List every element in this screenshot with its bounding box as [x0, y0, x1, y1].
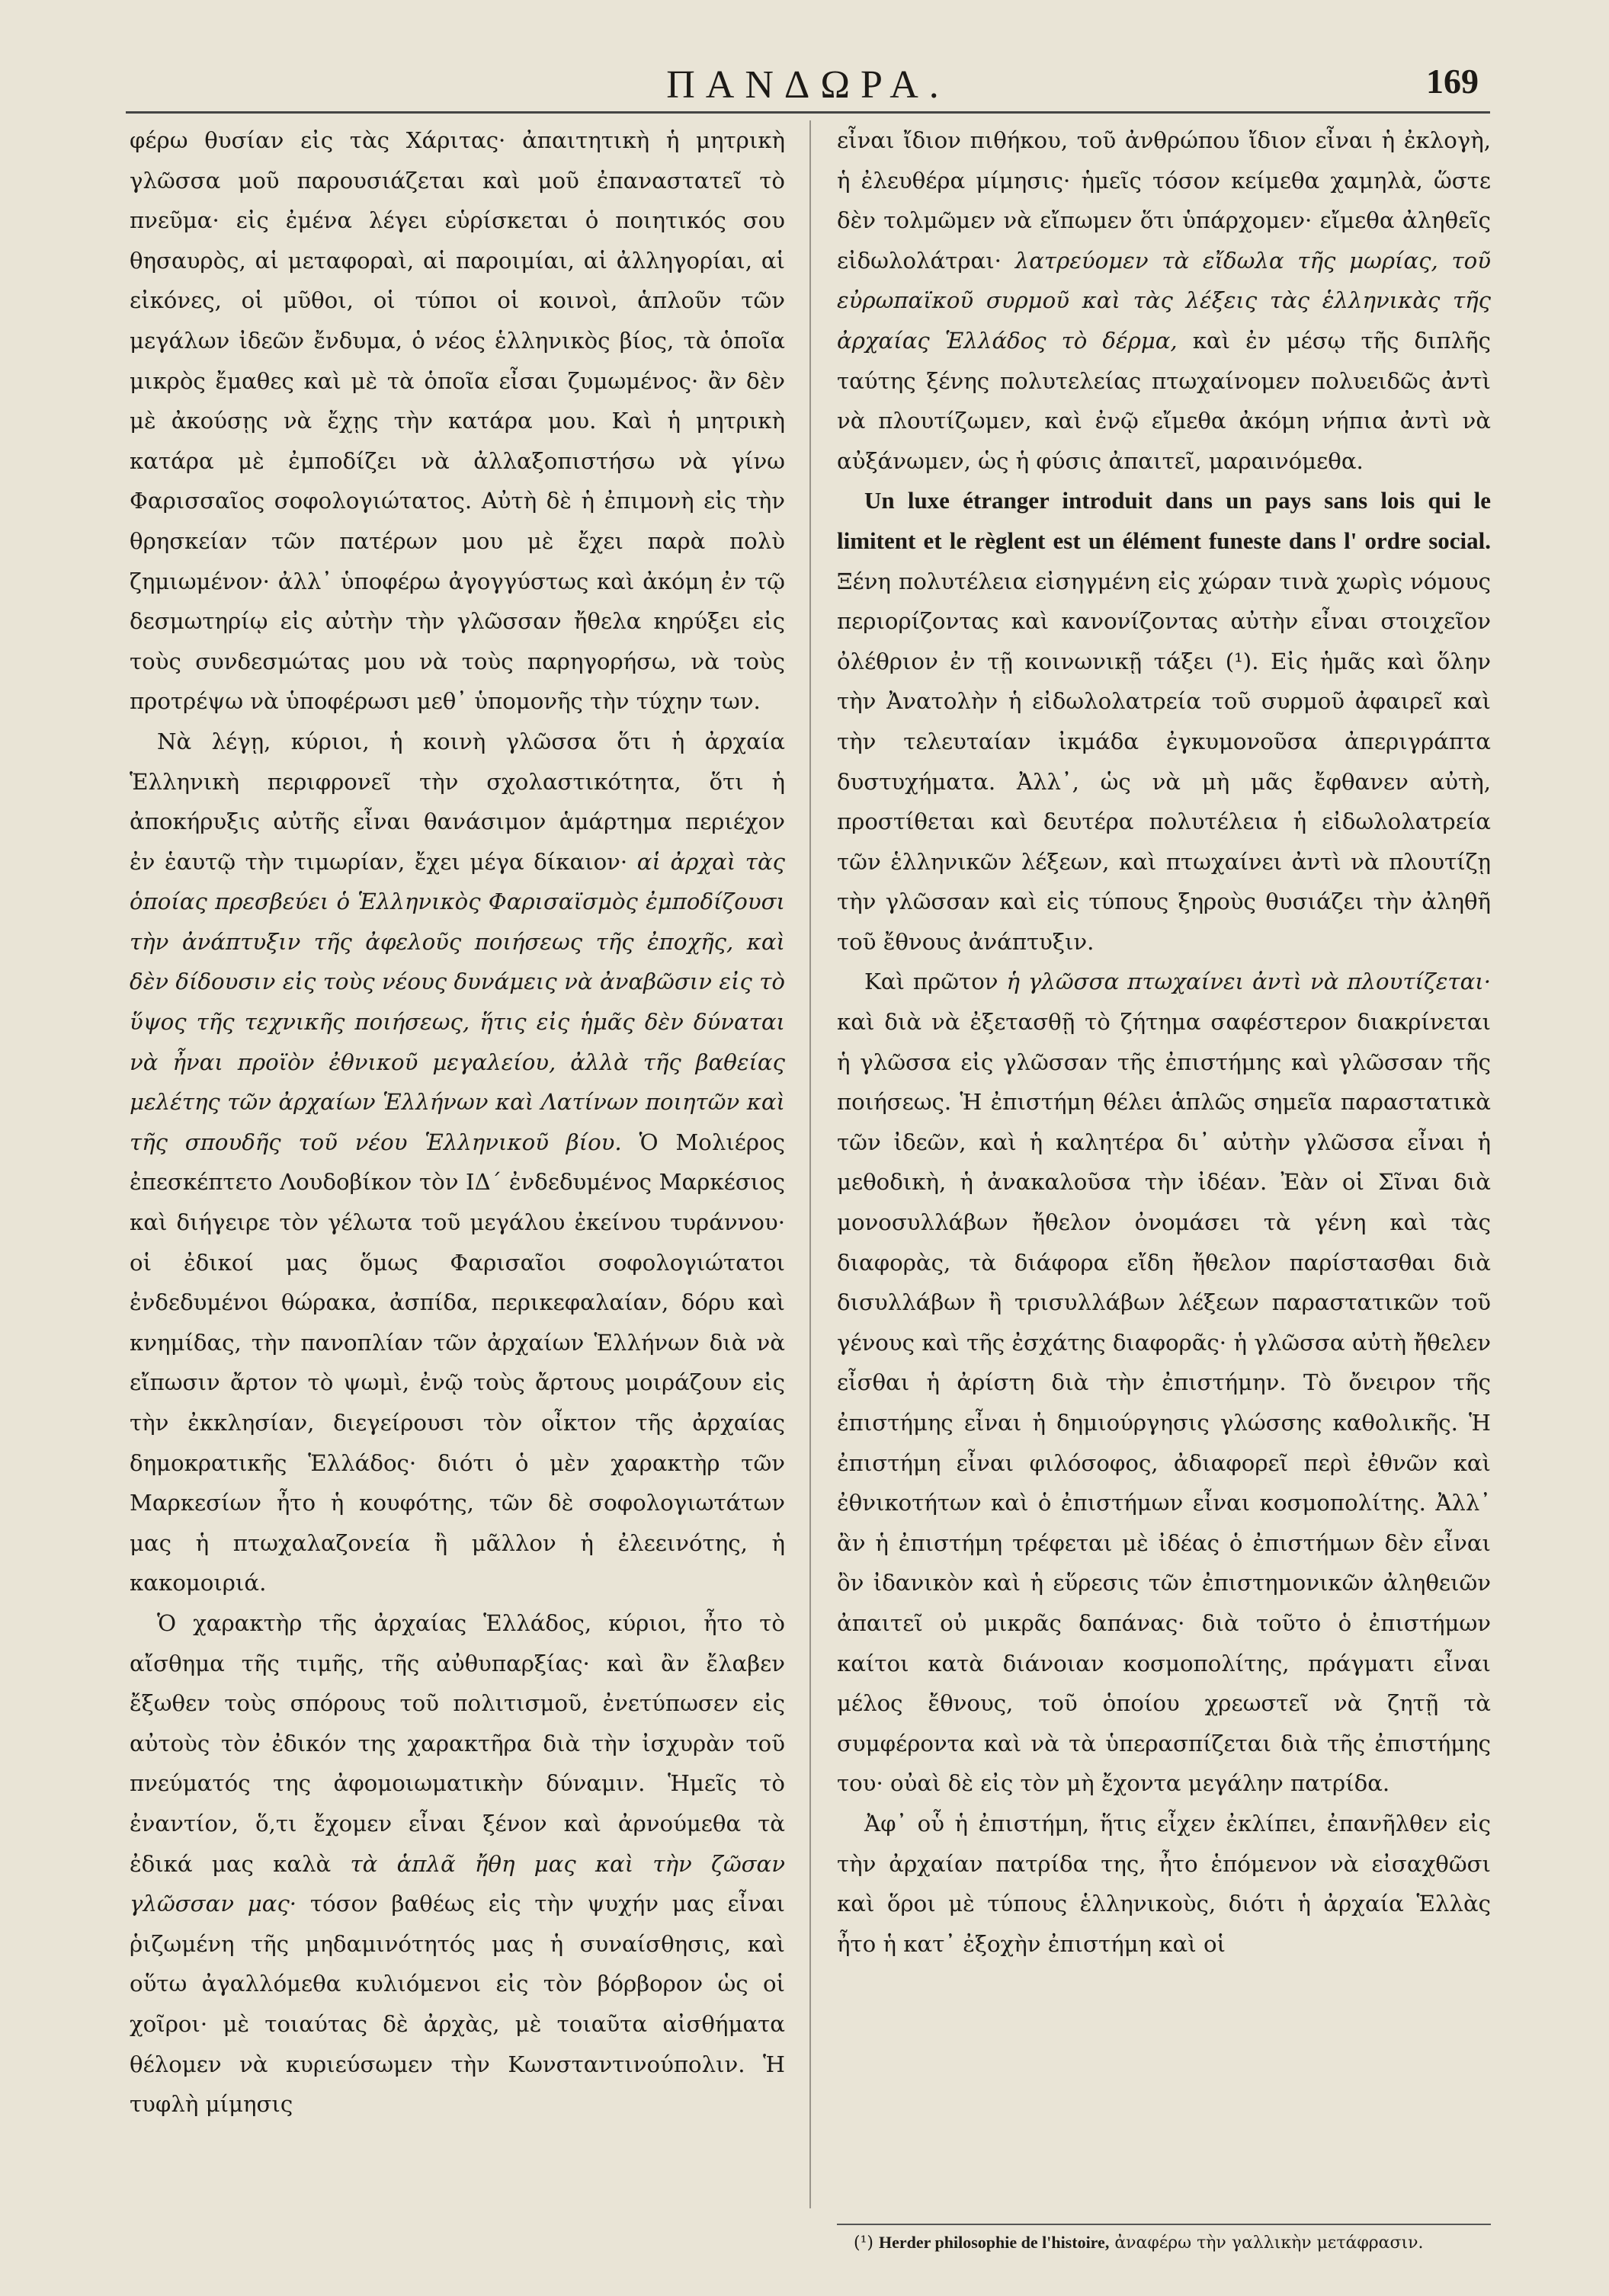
page-title: ΠΑΝΔΩΡΑ.	[666, 63, 950, 107]
paragraph-right-1	[837, 120, 1491, 481]
paragraph-right-4: Ἀφ᾽ οὗ ἡ ἐπιστήμη, ἥτις εἶχεν ἐκλίπει, ἐπανῆλθεν εἰς τὴν ἀρχαίαν πατρίδα της, ἦτο ἑπόμενον νὰ εἰσαχθῶσι καὶ ὅροι μὲ τύπους ἑλληνικοὺς, διότι ἡ ἀρχαία Ἑλλὰς ἦτο ἡ κατ᾽ ἐξοχὴν ἐπιστήμη καὶ οἱ	[837, 1810, 1491, 1957]
paragraph-right-3-c: καὶ διὰ νὰ ἐξετασθῇ τὸ ζήτημα σαφέστερον διακρίνεται ἡ γλῶσσα εἰς γλῶσσαν τῆς ἐπιστήμης καὶ γλῶσσαν τῆς ποιήσεως. Ἡ ἐπιστήμη θέλει ἁπλῶς σημεῖα παραστατικὰ τῶν ἰδεῶν, καὶ ἡ καλητέρα δι᾽ αὐτὴν γλῶσσα εἶναι ἡ μεθοδικὴ, ἡ ἀνακαλοῦσα τὴν ἰδέαν. Ἐὰν οἱ Σῖναι διὰ μονοσυλλάβων ἤθελον ὀνομάσει τὰ γένη καὶ τὰς διαφορὰς, τὰ διάφορα εἴδη ἤθελον παρίστασθαι διὰ δισυλλάβων ἢ τρισυλλάβων λέξεων παραστατικῶν τοῦ γένους καὶ τῆς ἐσχάτης διαφορᾶς· ἡ γλῶσσα αὐτὴ ἤθελεν εἶσθαι ἡ ἀρίστη διὰ τὴν ἐπιστήμην. Τὸ ὄνειρον τῆς ἐπιστήμης εἶναι ἡ δημιούργησις γλώσσης καθολικῆς. Ἡ ἐπιστήμη εἶναι φιλόσοφος, ἀδιαφορεῖ περὶ ἐθνῶν καὶ ἐθνικοτήτων καὶ ὁ ἐπιστήμων εἶναι κοσμοπολίτης. Ἀλλ᾽ ἂν ἡ ἐπιστήμη τρέφεται μὲ ἰδέας ὁ ἐπιστήμων δὲν εἶναι ὂν ἰδανικὸν καὶ ἡ εὕρεσις τῶν ἐπιστημονικῶν ἀληθειῶν ἀπαιτεῖ οὐ μικρᾶς δαπάνας· διὰ τοῦτο ὁ ἐπιστήμων καίτοι κατὰ διάνοιαν κοσμοπολίτης, πράγματι εἶναι μέλος ἔθνους, τοῦ ὁποίου χρεωστεῖ νὰ ζητῇ τὰ συμφέροντα καὶ νὰ τὰ ὑπερασπίζεται διὰ τῆς ἐπιστήμης του· οὐαὶ δὲ εἰς τὸν μὴ ἔχοντα μεγάλην πατρίδα.	[837, 1009, 1491, 1797]
paragraph-left-2	[130, 722, 785, 1603]
footnote-citation: Herder philosophie de l'histoire,	[879, 2233, 1110, 2252]
paragraph-left-2-italic: αἱ ἀρχαὶ τὰς ὁποίας πρεσβεύει ὁ Ἑλληνικὸς Φαρισαϊσμὸς ἐμποδίζουσι τὴν ἀνάπτυξιν τῆς ἀφελοῦς ποιήσεως τῆς ἐποχῆς, καὶ δὲν δίδουσιν εἰς τοὺς νέους δυνάμεις νὰ ἀναβῶσιν εἰς τὸ ὕψος τῆς τεχνικῆς ποιήσεως, ἥτις εἰς ἡμᾶς δὲν δύναται νὰ ἦναι προϊὸν ἐθνικοῦ μεγαλείου, ἀλλὰ τῆς βαθείας μελέτης τῶν ἀρχαίων Ἑλλήνων καὶ Λατίνων ποιητῶν καὶ τῆς σπουδῆς τοῦ νέου Ἑλληνικοῦ βίου.	[130, 848, 786, 1155]
column-divider	[809, 120, 811, 2208]
footnote-rule	[837, 2224, 1491, 2225]
paragraph-left-2-c: Ὁ Μολιέρος ἐπεσκέπτετο Λουδοβίκον τὸν ΙΔ´ ἐνδεδυμένος Μαρκέσιος καὶ διήγειρε τὸν γέλωτα τοῦ μεγάλου ἐκείνου τυράννου· οἱ ἐδικοί μας ὅμως Φαρισαῖοι σοφολογιώτατοι ἐνδεδυμένοι θώρακα, ἀσπίδα, περικεφαλαίαν, δόρυ καὶ κνημίδας, τὴν πανοπλίαν τῶν ἀρχαίων Ἑλλήνων διὰ νὰ εἴπωσιν ἄρτον τὸ ψωμὶ, ἐνῷ τοὺς ἄρτους μοιράζουν εἰς τὴν ἐκκλησίαν, διεγείρουσι τὸν οἶκτον τῆς ἀρχαίας δημοκρατικῆς Ἑλλάδος· διότι ὁ μὲν χαρακτὴρ τῶν Μαρκεσίων ἦτο ἡ κουφότης, τῶν δὲ σοφολογιωτάτων μας ἡ πτωχαλαζονεία ἢ μᾶλλον ἡ ἐλεεινότης, ἡ κακομοιριά.	[130, 1129, 785, 1596]
paragraph-right-2-rest: Εἰς ἡμᾶς καὶ ὅλην τὴν Ἀνατολὴν ἡ εἰδωλολατρεία τοῦ συρμοῦ ἀφαιρεῖ καὶ τὴν τελευταίαν ἰκμάδα ἐγκυμονοῦσα ἀπεριγράπτα δυστυχήματα. Ἀλλ᾽, ὡς νὰ μὴ μᾶς ἔφθανεν αὐτὴ, προστίθεται καὶ δευτέρα πολυτέλεια ἡ εἰδωλολατρεία τῶν ἑλληνικῶν λέξεων, καὶ πτωχαίνει ἀντὶ νὰ πλουτίζῃ τὴν γλῶσσαν καὶ εἰς τύπους ξηροὺς θυσιάζει τὴν ἀληθῆ τοῦ ἔθνους ἀνάπτυξιν.	[837, 648, 1492, 955]
footnote	[854, 2230, 1491, 2256]
paragraph-right-2-greek: Ξένη πολυτέλεια εἰσηγμένη εἰς χώραν τινὰ χωρὶς νόμους περιορίζοντας καὶ κανονίζοντας αὐτὴν εἶναι στοιχεῖον ὀλέθριον ἐν τῇ κοινωνικῇ τάξει	[837, 568, 1491, 674]
page-number: 169	[1426, 62, 1479, 101]
paragraph-right-3-italic: ἡ γλῶσσα πτωχαίνει ἀντὶ νὰ πλουτίζεται·	[1006, 969, 1492, 995]
paragraph-right-1-a: εἶναι ἴδιον πιθήκου, τοῦ ἀνθρώπου ἴδιον εἶναι ἡ ἐκλογὴ, ἡ ἐλευθέρα μίμησις· ἡμεῖς τόσον κείμεθα χαμηλὰ, ὥστε δὲν τολμῶμεν νὰ εἴπωμεν ὅτι ὑπάρχομεν· εἴμεθα ἀληθεῖς εἰδωλολάτραι·	[837, 127, 1491, 274]
footnote-marker: (¹)	[854, 2234, 873, 2253]
paragraph-left-1: φέρω θυσίαν εἰς τὰς Χάριτας· ἀπαιτητικὴ ἡ μητρικὴ γλῶσσα μοῦ παρουσιάζεται καὶ μοῦ ἐπαναστατεῖ τὸ πνεῦμα· εἰς ἐμένα λέγει εὑρίσκεται ὁ ποιητικός σου θησαυρὸς, αἱ μεταφοραὶ, αἱ παροιμίαι, αἱ ἀλληγορίαι, αἱ εἰκόνες, οἱ μῦθοι, οἱ τύποι οἱ κοινοὶ, ἁπλοῦν τῶν μεγάλων ἰδεῶν ἔνδυμα, ὁ νέος ἑλληνικὸς βίος, τὰ ὁποῖα μικρὸς ἔμαθες καὶ μὲ τὰ ὁποῖα εἶσαι ζυμωμένος· ἂν δὲν μὲ ἀκούσῃς νὰ ἔχῃς τὴν κατάρα μου. Καὶ ἡ μητρικὴ κατάρα μὲ ἐμποδίζει νὰ ἀλλαξοπιστήσω νὰ γίνω Φαρισσαῖος σοφολογιώτατος. Αὐτὴ δὲ ἡ ἐπιμονὴ εἰς τὴν θρησκείαν τῶν πατέρων μου μὲ ἔχει παρὰ πολὺ ζημιωμένον· ἀλλ᾽ ὑποφέρω ἀγογγύστως καὶ ἀκόμη ἐν τῷ δεσμωτηρίῳ εἰς αὐτὴν τὴν γλῶσσαν ἤθελα κηρύξει εἰς τοὺς συνδεσμώτας μου νὰ τοὺς παρηγορήσω, νὰ τοὺς προτρέψω νὰ ὑποφέρωσι μεθ᾽ ὑπομονῆς τὴν τύχην των.	[130, 127, 785, 715]
paragraph-left-3-c: τόσον βαθέως εἰς τὴν ψυχήν μας εἶναι ῥιζωμένη τῆς μηδαμινότητός μας ἡ συναίσθησις, καὶ οὕτω ἀγαλλόμεθα κυλιόμενοι εἰς τὸν βόρβορον ὡς οἱ χοῖροι· μὲ τοιαύτας δὲ ἀρχὰς, μὲ τοιαῦτα αἰσθήματα θέλομεν νὰ κυριεύσωμεν τὴν Κωνσταντινούπολιν. Ἡ τυφλὴ μίμησις	[130, 1891, 785, 2118]
french-quote: Un luxe étranger introduit dans un pays sans lois qui le limitent et le règlent est un élément funeste dans l' ordre social.	[837, 487, 1491, 554]
paragraph-right-3-a: Καὶ πρῶτον	[864, 969, 998, 995]
paragraph-left-3	[130, 1603, 785, 2125]
left-column	[130, 120, 785, 2125]
paragraph-right-2	[837, 481, 1491, 962]
footnote-text: ἀναφέρω τὴν γαλλικὴν μετάφρασιν.	[1114, 2234, 1424, 2253]
right-column	[837, 120, 1491, 1964]
paragraph-left-2-a: Νὰ λέγῃ, κύριοι, ἡ κοινὴ γλῶσσα ὅτι ἡ ἀρχαία Ἑλληνικὴ περιφρονεῖ τὴν σχολαστικότητα, ὅτι ἡ ἀποκήρυξις αὐτῆς εἶναι θανάσιμον ἁμάρτημα περιέχον ἐν ἑαυτῷ τὴν τιμωρίαν, ἔχει μέγα δίκαιον·	[130, 728, 785, 875]
header-rule	[126, 111, 1490, 114]
paragraph-right-3	[837, 962, 1491, 1803]
paragraph-left-3-italic: τὰ ἁπλᾶ ἤθη μας καὶ τὴν ζῶσαν γλῶσσαν μας·	[130, 1850, 786, 1917]
paragraph-left-3-a: Ὁ χαρακτὴρ τῆς ἀρχαίας Ἑλλάδος, κύριοι, ἦτο τὸ αἴσθημα τῆς τιμῆς, τῆς αὐθυπαρξίας· καὶ ἂν ἔλαβεν ἔξωθεν τοὺς σπόρους τοῦ πολιτισμοῦ, ἐνετύπωσεν εἰς αὐτοὺς τὸν ἐδικόν της χαρακτῆρα διὰ τὴν ἰσχυρὰν τοῦ πνεύματός της ἀφομοιωματικὴν δύναμιν. Ἡμεῖς τὸ ἐναντίον, ὅ,τι ἔχομεν εἶναι ξένον καὶ ἀρνούμεθα τὰ ἐδικά μας καλὰ	[130, 1609, 785, 1877]
footnote-ref: (¹).	[1225, 648, 1259, 674]
paragraph-right-1-c: καὶ ἐν μέσῳ τῆς διπλῆς ταύτης ξένης πολυτελείας πτωχαίνομεν πολυειδῶς ἀντὶ νὰ πλουτίζωμεν, καὶ ἐνῷ εἴμεθα ἀκόμη νήπια ἀντὶ νὰ αὐξάνωμεν, ὡς ἡ φύσις ἀπαιτεῖ, μαραινόμεθα.	[837, 327, 1491, 474]
paragraph-right-1-italic: λατρεύομεν τὰ εἴδωλα τῆς μωρίας, τοῦ εὐρωπαϊκοῦ συρμοῦ καὶ τὰς λέξεις τὰς ἑλληνικὰς τῆς ἀρχαίας Ἑλλάδος τὸ δέρμα,	[837, 247, 1491, 354]
